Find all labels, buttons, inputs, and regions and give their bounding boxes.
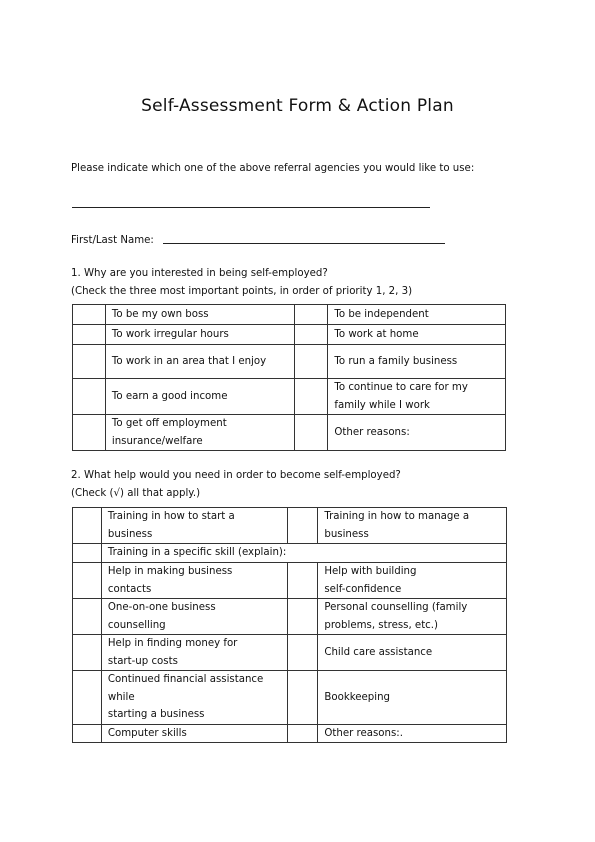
option-label: Child care assistance: [318, 635, 507, 671]
q2-table: [72, 507, 507, 743]
option-label: To earn a good income: [105, 379, 294, 415]
checkbox[interactable]: [288, 635, 318, 671]
option-label: [101, 599, 288, 635]
option-label-line: insurance/welfare: [111, 435, 203, 447]
option-label-line: One-on-one business: [107, 602, 216, 613]
checkbox[interactable]: [73, 325, 106, 345]
q1-question: 1. Why are you interested in being self-employed?: [71, 268, 328, 279]
checkbox[interactable]: [294, 305, 328, 325]
checkbox[interactable]: [73, 599, 102, 635]
checkbox[interactable]: [73, 415, 106, 451]
option-label-line: Training in how to start a: [107, 511, 235, 522]
table-row: [73, 671, 507, 725]
option-label-line: To continue to care for my: [334, 382, 468, 393]
option-label: Computer skills: [101, 724, 288, 743]
table-row: [73, 415, 506, 451]
option-label: To be my own boss: [105, 305, 294, 325]
table-row: [73, 345, 506, 379]
checkbox[interactable]: [73, 379, 106, 415]
option-label-line: To get off employment: [111, 418, 227, 429]
checkbox[interactable]: [73, 305, 106, 325]
checkbox[interactable]: [73, 724, 102, 743]
checkbox[interactable]: [73, 345, 106, 379]
checkbox[interactable]: [294, 415, 328, 451]
option-label-line: Continued financial assistance: [107, 674, 264, 685]
option-label-line: while: [107, 691, 135, 703]
q1-table: [72, 304, 506, 451]
table-row: [73, 635, 507, 671]
option-label-line: contacts: [107, 583, 152, 595]
option-label: [318, 599, 507, 635]
option-label-line: Help in making business: [107, 566, 233, 577]
option-label-line: counselling: [107, 619, 166, 631]
table-row: [73, 544, 507, 563]
option-label: [105, 415, 294, 451]
option-label-line: Help in finding money for: [107, 638, 238, 649]
table-row: [73, 325, 506, 345]
option-label: [318, 563, 507, 599]
option-label-line: business: [324, 528, 369, 540]
checkbox[interactable]: [288, 671, 318, 725]
q2-instruction: (Check (√) all that apply.): [71, 488, 201, 499]
checkbox[interactable]: [73, 635, 102, 671]
option-label-line: problems, stress, etc.): [324, 619, 438, 631]
option-label: Other reasons:.: [318, 724, 507, 743]
option-label-line: Help with building: [324, 566, 417, 577]
referral-prompt: Please indicate which one of the above referral agencies you would like to use:: [71, 163, 475, 174]
table-row: [73, 305, 506, 325]
option-label-line: Personal counselling (family: [324, 602, 468, 613]
option-label: [318, 508, 507, 544]
option-label: Other reasons:: [328, 415, 506, 451]
checkbox[interactable]: [73, 671, 102, 725]
option-label: To work at home: [328, 325, 506, 345]
checkbox[interactable]: [73, 508, 102, 544]
page-title: Self-Assessment Form & Action Plan: [141, 96, 454, 116]
option-label-line: starting a business: [107, 709, 205, 720]
option-label: [328, 379, 506, 415]
checkbox[interactable]: [294, 345, 328, 379]
option-label: To work irregular hours: [105, 325, 294, 345]
checkbox[interactable]: [288, 724, 318, 743]
option-label: [101, 671, 288, 725]
option-label: Training in a specific skill (explain):: [101, 544, 506, 563]
checkbox[interactable]: [288, 599, 318, 635]
checkbox[interactable]: [73, 544, 102, 563]
option-label-line: business: [107, 528, 153, 540]
table-row: [73, 563, 507, 599]
checkbox[interactable]: [288, 563, 318, 599]
referral-answer-line[interactable]: [72, 207, 430, 208]
checkbox[interactable]: [294, 379, 328, 415]
option-label-line: family while I work: [334, 399, 430, 411]
option-label-line: start-up costs: [107, 655, 178, 667]
option-label: [101, 563, 288, 599]
q1-instruction: (Check the three most important points, in order of priority 1, 2, 3): [71, 286, 413, 297]
checkbox[interactable]: [294, 325, 328, 345]
table-row: [73, 379, 506, 415]
checkbox[interactable]: [73, 563, 102, 599]
option-label-line: Training in how to manage a: [324, 511, 470, 522]
name-answer-line[interactable]: [163, 243, 445, 244]
table-row: [73, 508, 507, 544]
checkbox[interactable]: [288, 508, 318, 544]
option-label: To run a family business: [328, 345, 506, 379]
option-label-line: self-confidence: [324, 583, 402, 595]
q2-question: 2. What help would you need in order to become self-employed?: [71, 470, 401, 481]
table-row: [73, 724, 507, 743]
option-label: Bookkeeping: [318, 671, 507, 725]
option-label: To work in an area that I enjoy: [105, 345, 294, 379]
table-row: [73, 599, 507, 635]
option-label: To be independent: [328, 305, 506, 325]
name-label: First/Last Name:: [71, 235, 154, 246]
option-label: [101, 508, 288, 544]
option-label: [101, 635, 288, 671]
